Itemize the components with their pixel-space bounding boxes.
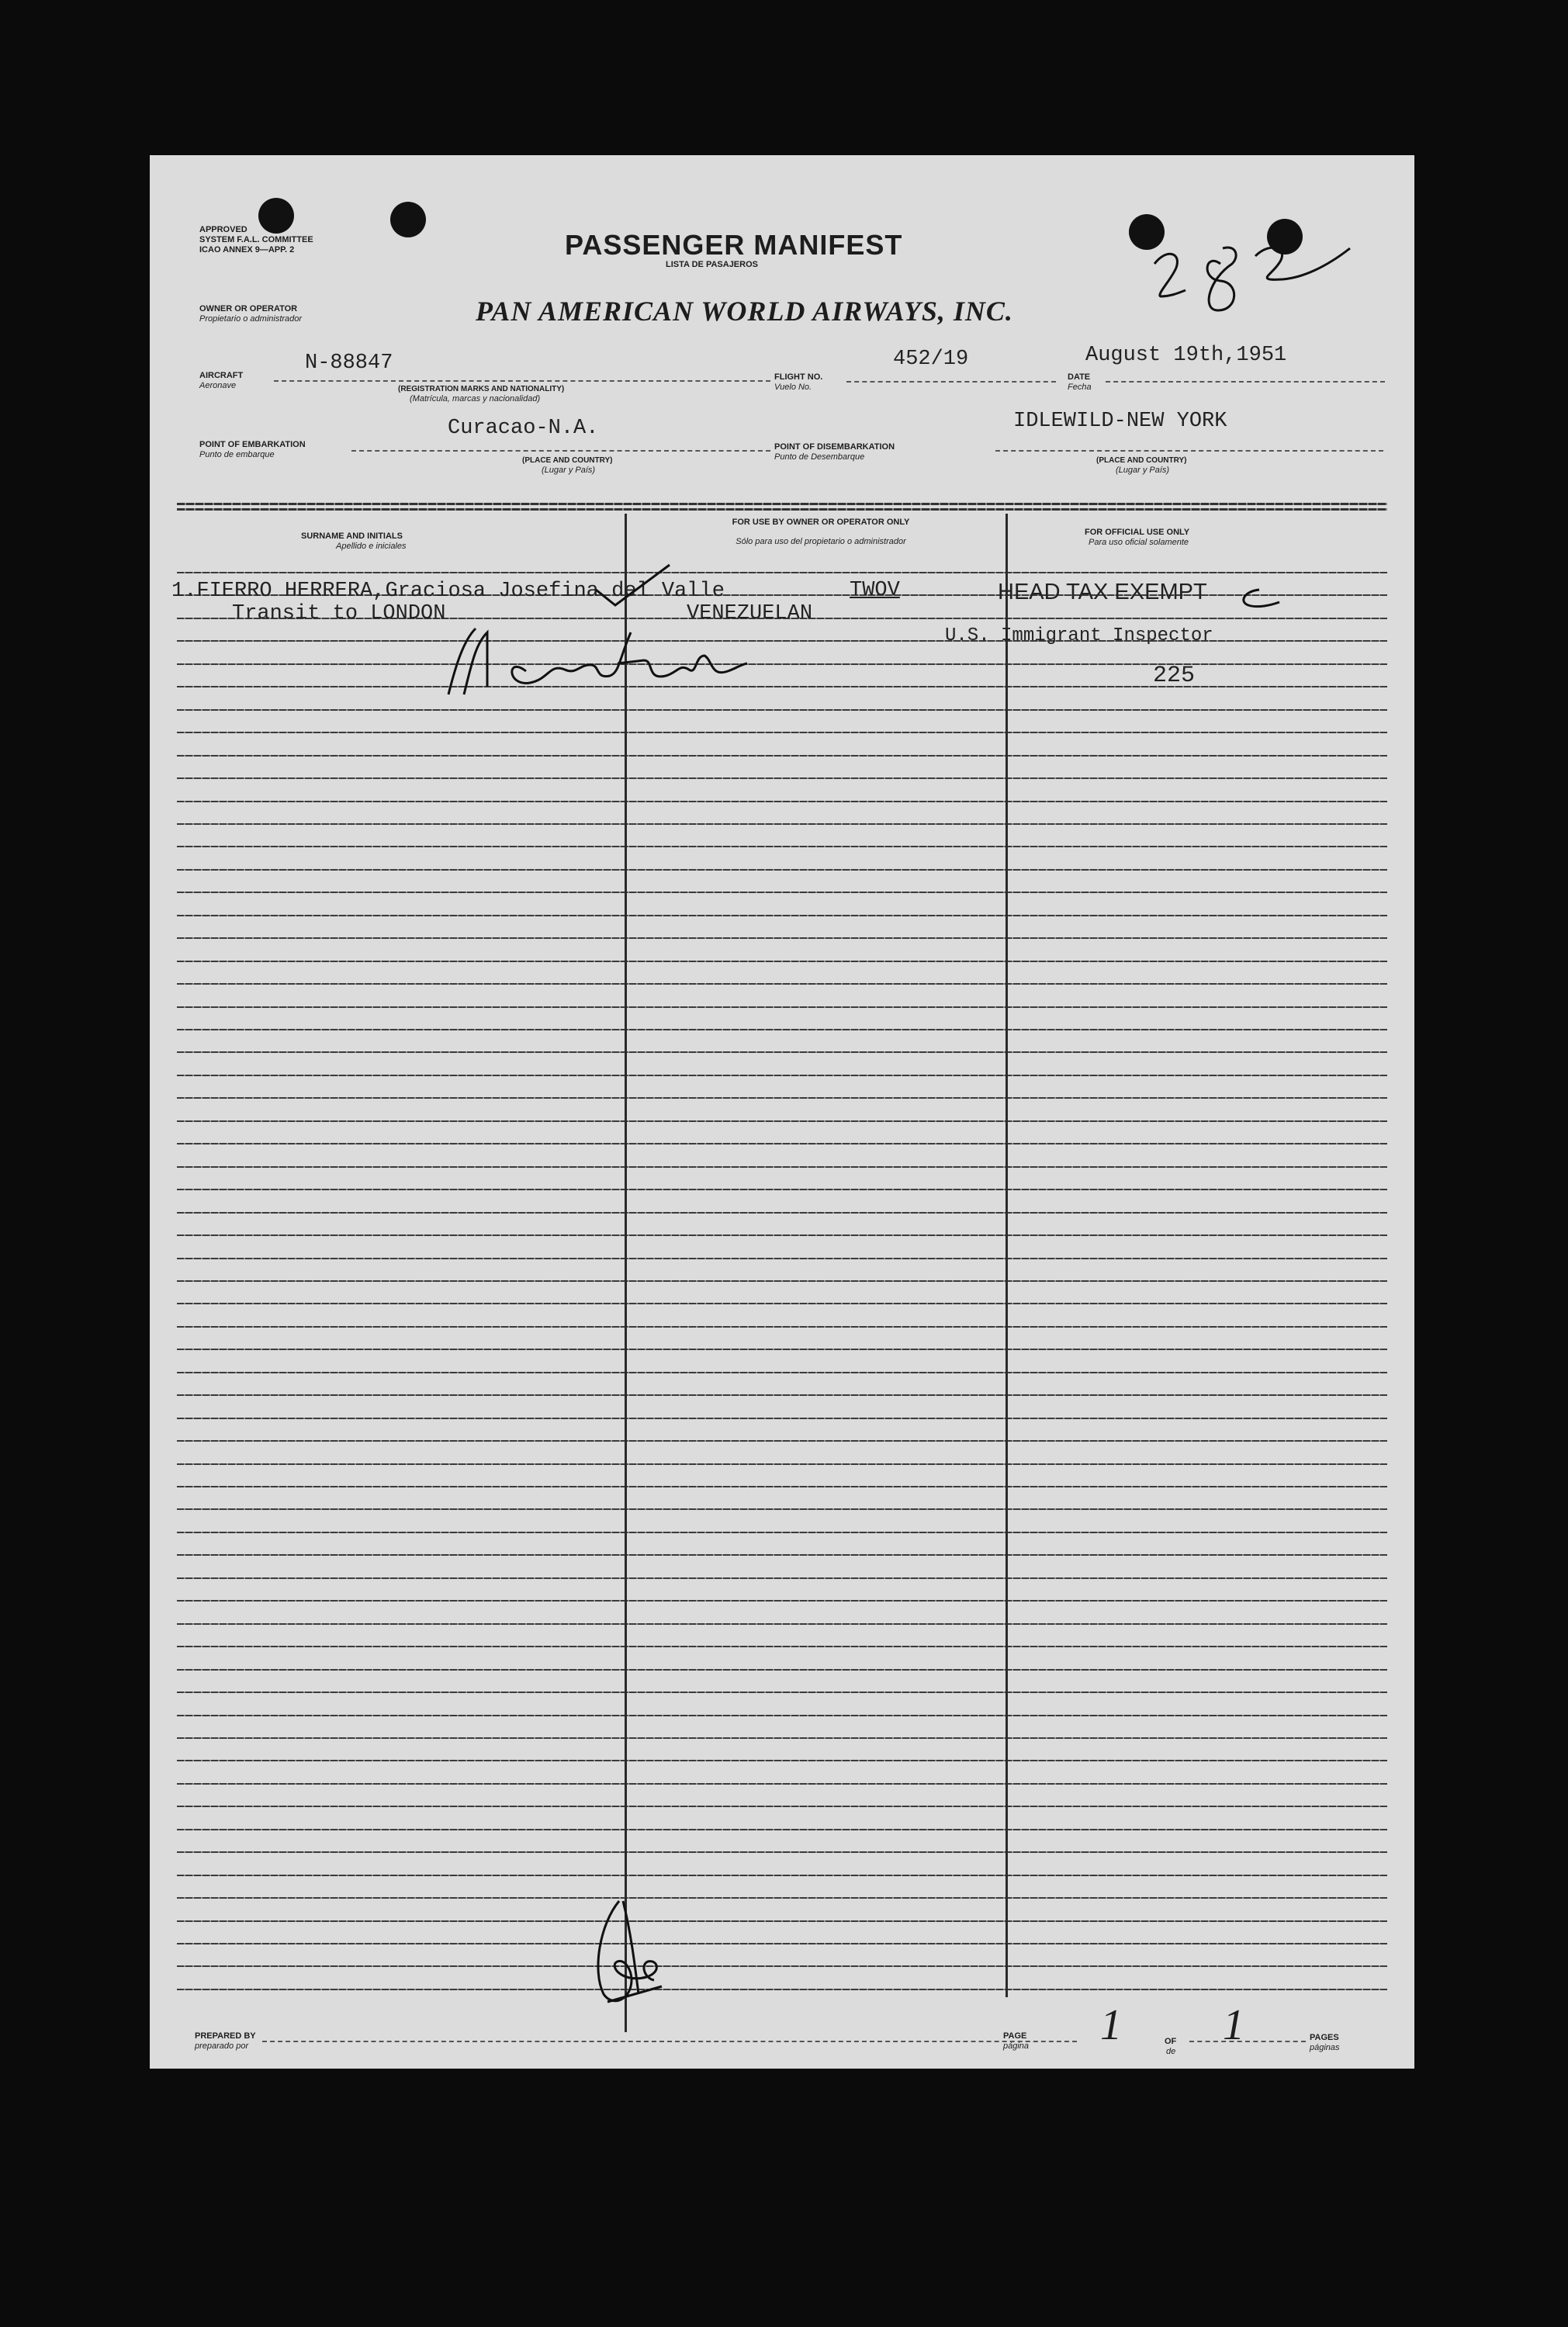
- date-value: August 19th,1951: [1085, 344, 1287, 367]
- ruled-line: [177, 1577, 1387, 1579]
- ruled-line: [177, 1029, 1387, 1030]
- handwritten-number: [1147, 233, 1356, 318]
- inspector-signature: [433, 609, 759, 702]
- date-line: [1106, 381, 1385, 383]
- col-official-title-es: Para uso oficial solamente: [1089, 538, 1189, 547]
- of-label: OF: [1165, 2037, 1177, 2046]
- column-divider-2: [1006, 514, 1008, 1997]
- nationality: VENEZUELAN: [687, 602, 813, 625]
- ruled-line: [177, 1349, 1387, 1350]
- ruled-line: [177, 1372, 1387, 1373]
- embarkation-value: Curacao-N.A.: [448, 417, 599, 440]
- ticket-code: TWOV: [850, 579, 900, 602]
- ruled-line: [177, 1965, 1387, 1967]
- embarkation-sublabel: (PLACE AND COUNTRY): [522, 456, 613, 465]
- flight-line: [846, 381, 1056, 383]
- ruled-line: [177, 732, 1387, 733]
- ruled-line: [177, 892, 1387, 893]
- ruled-line: [177, 663, 1387, 665]
- embarkation-sublabel-es: (Lugar y País): [542, 466, 596, 475]
- ruled-line: [177, 1646, 1387, 1647]
- ruled-line: [177, 869, 1387, 871]
- col-owner-title-es: Sólo para uso del propietario o administrador: [736, 537, 906, 546]
- form-title: PASSENGER MANIFEST: [565, 229, 903, 261]
- of-label-es: de: [1166, 2047, 1176, 2056]
- passenger-line-1: 1.FIERRO HERRERA,Graciosa Josefina del Valle: [171, 580, 725, 603]
- ruled-line: [177, 1554, 1387, 1556]
- ruled-line: [177, 1989, 1387, 1990]
- ruled-line: [177, 1875, 1387, 1876]
- ruled-line: [177, 1760, 1387, 1761]
- ruled-line: [177, 1783, 1387, 1785]
- pages-label-es: páginas: [1310, 2043, 1340, 2052]
- ruled-line: [177, 1006, 1387, 1008]
- ruled-line: [177, 823, 1387, 825]
- col-official-title: FOR OFFICIAL USE ONLY: [1085, 528, 1190, 537]
- ruled-line: [177, 1715, 1387, 1716]
- ruled-line: [177, 961, 1387, 962]
- pages-line: [1189, 2041, 1306, 2042]
- col-surname-title: SURNAME AND INITIALS: [301, 532, 403, 541]
- check-mark: [588, 559, 681, 613]
- page-label-es: página: [1003, 2041, 1030, 2051]
- ruled-line: [177, 1051, 1387, 1053]
- ruled-line: [177, 1075, 1387, 1076]
- punch-hole-left-2: [390, 202, 426, 237]
- ruled-line: [177, 1258, 1387, 1259]
- passenger-line-2: Transit to LONDON: [232, 602, 446, 625]
- ruled-line: [177, 1486, 1387, 1487]
- ruled-line: [177, 915, 1387, 916]
- aircraft-value: N-88847: [305, 351, 393, 375]
- prepared-label-es: preparado por: [195, 2041, 249, 2051]
- ruled-line: [177, 1532, 1387, 1533]
- owner-label: OWNER OR OPERATOR: [199, 304, 298, 313]
- ruled-line: [177, 1623, 1387, 1625]
- approval-line-2: SYSTEM F.A.L. COMMITTEE: [199, 235, 313, 244]
- page-label: PAGE: [1003, 2031, 1027, 2041]
- aircraft-sublabel-es: (Matrícula, marcas y nacionalidad): [410, 394, 541, 403]
- manifest-sheet: [150, 155, 1414, 2069]
- flight-value: 452/19: [893, 348, 969, 371]
- ruled-line: [177, 1143, 1387, 1144]
- ruled-line: [177, 1326, 1387, 1328]
- approval-line-3: ICAO ANNEX 9—APP. 2: [199, 245, 295, 255]
- flight-label-es: Vuelo No.: [774, 383, 812, 392]
- ruled-line: [177, 1600, 1387, 1602]
- ruled-line: [177, 846, 1387, 847]
- disembarkation-label-es: Punto de Desembarque: [774, 452, 865, 462]
- ruled-line: [177, 686, 1387, 687]
- ruled-line: [177, 1189, 1387, 1190]
- ruled-line: [177, 983, 1387, 985]
- ruled-line: [177, 937, 1387, 939]
- ruled-line: [177, 1394, 1387, 1396]
- ruled-line: [177, 1212, 1387, 1214]
- ruled-line: [177, 777, 1387, 779]
- ruled-line: [177, 1692, 1387, 1693]
- punch-hole-left-1: [258, 198, 294, 234]
- disembarkation-sublabel-es: (Lugar y País): [1116, 466, 1170, 475]
- ruled-line: [177, 1897, 1387, 1899]
- date-label-es: Fecha: [1068, 383, 1092, 392]
- official-line-2: U.S. Immigrant Inspector: [945, 625, 1213, 646]
- ruled-line: [177, 1097, 1387, 1099]
- initials-signature: [584, 1885, 677, 2010]
- ruled-line: [177, 1669, 1387, 1671]
- ruled-line: [177, 1851, 1387, 1853]
- ruled-line: [177, 1463, 1387, 1465]
- embarkation-line: [351, 450, 770, 452]
- prepared-line: [262, 2041, 1077, 2042]
- aircraft-label-es: Aeronave: [199, 381, 237, 390]
- col-owner-title: FOR USE BY OWNER OR OPERATOR ONLY: [732, 518, 910, 527]
- header-rule-1: [177, 503, 1387, 505]
- aircraft-label: AIRCRAFT: [199, 371, 244, 380]
- header-rule-2: [177, 508, 1387, 511]
- disembarkation-sublabel: (PLACE AND COUNTRY): [1096, 456, 1187, 465]
- ruled-line: [177, 709, 1387, 711]
- column-divider-1: [625, 514, 627, 2032]
- disembarkation-label: POINT OF DISEMBARKATION: [774, 442, 895, 452]
- owner-label-es: Propietario o administrador: [199, 314, 303, 324]
- col-surname-title-es: Apellido e iniciales: [336, 542, 407, 551]
- tick-mark: [1236, 587, 1282, 610]
- ruled-line: [177, 1440, 1387, 1442]
- ruled-line: [177, 755, 1387, 757]
- ruled-line: [177, 1508, 1387, 1510]
- of-value: 1: [1223, 2001, 1244, 2049]
- ruled-line: [177, 1303, 1387, 1304]
- prepared-label: PREPARED BY: [195, 2031, 256, 2041]
- form-title-es: LISTA DE PASAJEROS: [666, 260, 758, 269]
- ruled-line: [177, 1737, 1387, 1739]
- approval-line-1: APPROVED: [199, 225, 247, 234]
- ruled-line: [177, 801, 1387, 802]
- ruled-line: [177, 1166, 1387, 1168]
- ruled-line: [177, 1920, 1387, 1922]
- ruled-line: [177, 1280, 1387, 1282]
- ruled-line: [177, 1234, 1387, 1236]
- aircraft-line: [274, 380, 770, 382]
- disembarkation-value: IDLEWILD-NEW YORK: [1013, 410, 1227, 433]
- ruled-line: [177, 1943, 1387, 1944]
- embarkation-label-es: Punto de embarque: [199, 450, 275, 459]
- date-label: DATE: [1068, 372, 1091, 382]
- pages-label: PAGES: [1310, 2033, 1339, 2042]
- embarkation-label: POINT OF EMBARKATION: [199, 440, 306, 449]
- owner-value: PAN AMERICAN WORLD AIRWAYS, INC.: [476, 296, 1013, 327]
- flight-label: FLIGHT NO.: [774, 372, 823, 382]
- ruled-line: [177, 1829, 1387, 1830]
- ruled-line: [177, 1120, 1387, 1122]
- page-value: 1: [1100, 2001, 1122, 2049]
- aircraft-sublabel: (REGISTRATION MARKS AND NATIONALITY): [398, 385, 565, 393]
- ruled-line: [177, 1806, 1387, 1807]
- ruled-line: [177, 1418, 1387, 1419]
- disembarkation-line: [995, 450, 1383, 452]
- ruled-line: [177, 572, 1387, 573]
- official-line-1: HEAD TAX EXEMPT: [998, 580, 1207, 604]
- official-number: 225: [1153, 663, 1196, 689]
